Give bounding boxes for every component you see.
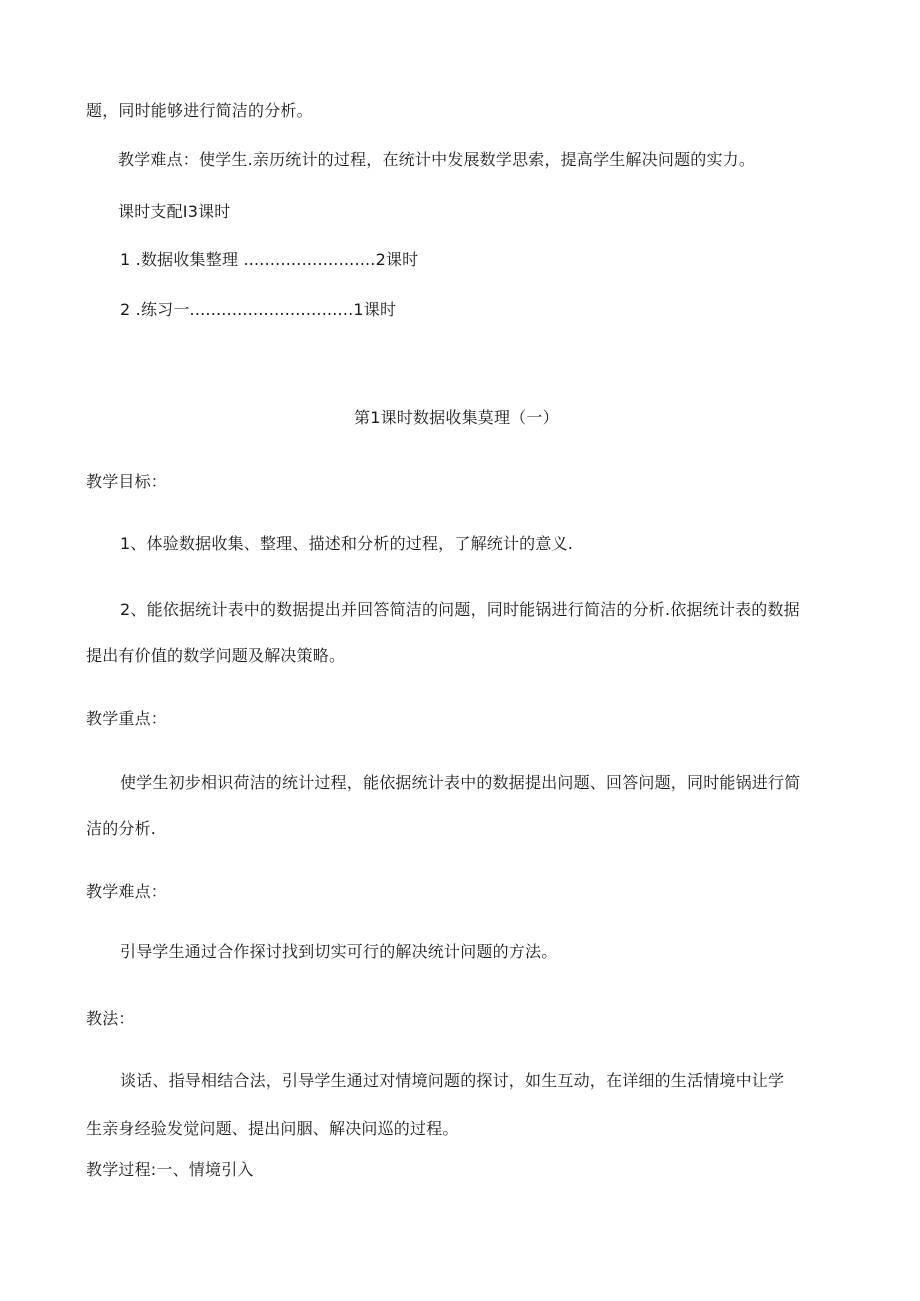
objective-item-2-continuation: 提出有价值的数学问题及解决策略。 <box>86 646 346 665</box>
teaching-method-text: 谈话、指导相结合法，引导学生通过对情境问题的探讨，如生互动，在详细的生活情境中让学 <box>120 1071 785 1090</box>
text-line-lesson-allocation: 课时支配I3课时 <box>118 202 231 221</box>
text-line-difficulty-point: 教学难点：使学生.亲历统计的过程，在统计中发展数学思索，提高学生解决问题的实力。 <box>118 150 756 169</box>
heading-teaching-process: 教学过程:一、情境引入 <box>86 1160 254 1179</box>
section-title: 第1课时数据收集莫理（一） <box>354 408 559 427</box>
heading-teaching-objectives: 教学目标： <box>86 472 168 491</box>
key-points-text-continuation: 洁的分析. <box>86 819 157 838</box>
objective-item-2: 2、能依据统计表中的数据提出并回答简洁的问题，同时能锅进行简洁的分析.依据统计表的数据 <box>120 600 800 619</box>
toc-item-1: 1 .数据收集整理 .........................2课时 <box>120 250 419 269</box>
heading-teaching-method: 教法： <box>86 1009 135 1028</box>
heading-key-points: 教学重点： <box>86 709 168 728</box>
toc-item-2: 2 .练习一...............................1课时 <box>120 300 397 319</box>
objective-item-1: 1、体验数据收集、整理、描述和分析的过程，了解统计的意义. <box>120 534 574 553</box>
heading-difficult-points: 教学难点： <box>86 882 168 901</box>
text-line-continuation: 题，同时能够进行简洁的分析。 <box>86 101 313 120</box>
key-points-text: 使学生初步相识荷洁的统计过程，能依据统计表中的数据提出问题、回答问题，同时能锅进行简 <box>120 773 801 792</box>
difficult-points-text: 引导学生通过合作探讨找到切实可行的解决统计问题的方法。 <box>120 942 558 961</box>
teaching-method-text-continuation: 生亲身经验发觉问题、提出问胭、解决问巡的过程。 <box>86 1119 459 1138</box>
